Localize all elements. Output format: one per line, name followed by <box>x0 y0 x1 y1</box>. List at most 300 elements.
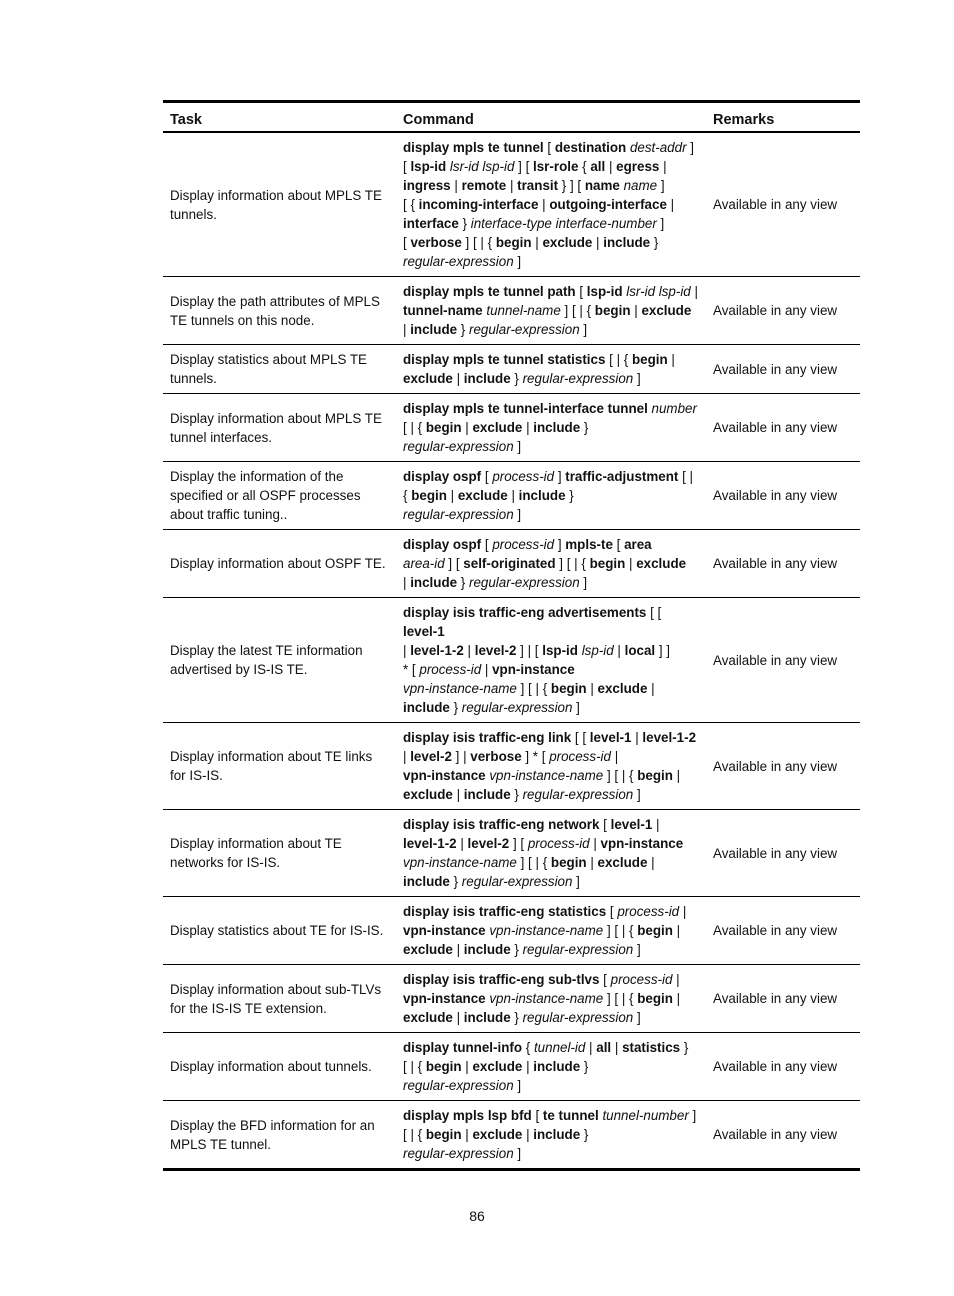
command-syntax: | <box>586 681 598 696</box>
table-row <box>163 897 860 965</box>
command-keyword: transit <box>517 178 559 193</box>
command-keyword: exclude <box>472 1059 523 1074</box>
command-keyword: display tunnel-info <box>403 1040 523 1055</box>
command-syntax: | <box>679 904 687 919</box>
command-keyword: begin <box>550 855 587 870</box>
command-cell <box>396 598 706 723</box>
remarks-cell: Available in any view <box>713 1127 838 1142</box>
command-syntax: } <box>449 700 462 715</box>
command-syntax: ] <box>633 371 641 386</box>
command-syntax: } <box>458 216 471 231</box>
table-body <box>163 132 860 1170</box>
command-table <box>163 100 860 1171</box>
remarks-cell: Available in any view <box>713 652 838 668</box>
command-keyword: verbose <box>470 749 522 764</box>
header-remarks: Remarks <box>713 112 775 128</box>
command-syntax: | <box>531 235 543 250</box>
command-keyword: exclude <box>403 371 453 386</box>
command-keyword: outgoing-interface <box>549 197 667 212</box>
table-row <box>163 530 860 598</box>
command-syntax: ] [ | { <box>603 991 638 1006</box>
command-keyword: lsp-id <box>586 284 623 299</box>
command-syntax: ] [ | { <box>461 235 496 250</box>
command-argument: regular-expression <box>403 439 514 454</box>
command-syntax: ] <box>579 322 588 337</box>
command-syntax: ] <box>657 178 665 193</box>
command-syntax: | <box>589 836 601 851</box>
command-argument: regular-expression <box>522 942 634 957</box>
command-syntax: ] <box>513 1078 522 1093</box>
command-syntax: } <box>510 1010 523 1025</box>
command-syntax: | <box>403 322 411 337</box>
command-syntax: [ <box>599 972 611 987</box>
command-syntax: ] <box>572 700 580 715</box>
task-cell: Display statistics about MPLS TE tunnels. <box>170 352 367 386</box>
command-keyword: exclude <box>472 420 523 435</box>
command-keyword: level-2 <box>410 749 452 764</box>
command-keyword: verbose <box>410 235 462 250</box>
table-row <box>163 345 860 394</box>
command-keyword: exclude <box>597 855 648 870</box>
command-syntax: } <box>510 942 523 957</box>
command-syntax: } <box>565 488 574 503</box>
command-cell <box>396 965 706 1033</box>
task-cell: Display the information of the specified or all OSPF processes about traffic tuning.. <box>170 469 361 522</box>
command-keyword: exclude <box>542 235 593 250</box>
command-argument: process-id <box>549 749 611 764</box>
table-row <box>163 1033 860 1101</box>
command-syntax: | <box>647 681 655 696</box>
task-cell: Display information about tunnels. <box>170 1059 372 1074</box>
command-syntax: ] [ | { <box>603 768 638 783</box>
command-syntax: * [ <box>403 662 420 677</box>
command-syntax: | <box>522 1127 534 1142</box>
command-syntax: ] <box>513 254 522 269</box>
command-keyword: include <box>533 420 581 435</box>
command-keyword: begin <box>550 681 587 696</box>
command-syntax: | <box>672 768 681 783</box>
command-syntax: [ <box>606 904 618 919</box>
command-keyword: incoming-interface <box>418 197 539 212</box>
command-syntax: | <box>585 1040 597 1055</box>
table-row <box>163 598 860 723</box>
command-keyword: begin <box>594 303 631 318</box>
command-argument: number <box>651 401 697 416</box>
command-keyword: begin <box>637 991 673 1006</box>
command-syntax: | <box>690 284 698 299</box>
command-syntax: | <box>667 352 675 367</box>
remarks-cell: Available in any view <box>713 197 838 212</box>
command-syntax: [ [ <box>646 605 662 620</box>
command-syntax: | <box>461 1127 473 1142</box>
command-syntax: | <box>450 178 462 193</box>
command-argument: interface-type interface-number <box>470 216 657 231</box>
command-keyword: begin <box>631 352 668 367</box>
command-cell <box>396 1101 706 1170</box>
command-syntax: } <box>650 235 659 250</box>
command-keyword: include <box>410 575 458 590</box>
command-keyword: exclude <box>597 681 648 696</box>
command-syntax: ] [ | { <box>603 923 638 938</box>
command-keyword: vpn-instance <box>600 836 684 851</box>
command-syntax: } <box>580 420 589 435</box>
command-argument: lsr-id lsp-id <box>449 159 515 174</box>
command-keyword: exclude <box>403 1010 453 1025</box>
command-cell <box>396 723 706 810</box>
remarks-cell: Available in any view <box>713 556 838 571</box>
command-syntax: [ <box>481 469 493 484</box>
remarks-cell: Available in any view <box>713 923 838 938</box>
command-argument: regular-expression <box>461 700 573 715</box>
command-keyword: level-1 <box>589 730 632 745</box>
command-keyword: exclude <box>403 787 453 802</box>
command-cell <box>396 394 706 462</box>
command-keyword: interface <box>403 216 459 231</box>
command-syntax: ] <box>579 575 588 590</box>
command-syntax: } <box>449 874 462 889</box>
command-argument: vpn-instance-name <box>489 991 604 1006</box>
command-keyword: tunnel-name <box>403 303 483 318</box>
command-syntax: } <box>457 322 469 337</box>
command-keyword: statistics <box>622 1040 681 1055</box>
command-argument: regular-expression <box>469 575 580 590</box>
command-syntax: { <box>522 1040 534 1055</box>
command-keyword: vpn-instance <box>403 768 486 783</box>
command-keyword: display isis traffic-eng statistics <box>403 904 607 919</box>
command-keyword: display isis traffic-eng sub-tlvs <box>403 972 600 987</box>
command-keyword: traffic-adjustment <box>565 469 679 484</box>
command-syntax: ] <box>633 787 641 802</box>
command-keyword: display mpls te tunnel statistics <box>403 352 606 367</box>
command-keyword: display isis traffic-eng advertisements <box>403 605 647 620</box>
command-syntax: [ [ <box>571 730 590 745</box>
command-argument: name <box>623 178 658 193</box>
command-syntax: [ | { <box>403 1059 426 1074</box>
header-task: Task <box>170 112 202 128</box>
command-syntax: | <box>446 488 458 503</box>
command-keyword: exclude <box>641 303 692 318</box>
command-syntax: | <box>461 420 473 435</box>
command-keyword: level-1 <box>610 817 653 832</box>
command-syntax: | <box>659 159 667 174</box>
command-syntax: | <box>522 420 534 435</box>
command-keyword: include <box>533 1127 581 1142</box>
command-syntax: [ | { <box>403 1127 426 1142</box>
command-syntax: ] <box>572 874 580 889</box>
command-keyword: level-2 <box>474 643 517 658</box>
command-keyword: display mpls lsp bfd <box>403 1108 532 1123</box>
command-syntax: | <box>625 556 637 571</box>
command-keyword: begin <box>637 768 673 783</box>
command-keyword: include <box>410 322 458 337</box>
command-keyword: destination <box>554 140 627 155</box>
command-syntax: | <box>507 488 519 503</box>
command-keyword: vpn-instance <box>403 923 486 938</box>
table-row <box>163 965 860 1033</box>
command-keyword: begin <box>495 235 532 250</box>
command-keyword: include <box>603 235 651 250</box>
command-syntax: ] * [ <box>521 749 550 764</box>
command-argument: process-id <box>527 836 590 851</box>
command-argument: regular-expression <box>403 1146 514 1161</box>
command-argument: vpn-instance-name <box>489 923 604 938</box>
command-syntax: | <box>538 197 550 212</box>
command-argument: lsr-id lsp-id <box>626 284 691 299</box>
command-syntax: ] ] <box>655 643 671 658</box>
remarks-cell: Available in any view <box>713 361 838 377</box>
command-keyword: display mpls te tunnel path <box>403 284 576 299</box>
command-keyword: vpn-instance <box>492 662 575 677</box>
command-syntax: [ | { <box>403 420 426 435</box>
command-argument: vpn-instance-name <box>403 681 517 696</box>
command-keyword: ingress <box>403 178 451 193</box>
command-syntax: | <box>403 749 411 764</box>
command-keyword: display mpls te tunnel-interface tunnel <box>403 401 648 416</box>
command-keyword: lsp-id <box>410 159 447 174</box>
command-syntax: | <box>630 303 642 318</box>
command-argument: regular-expression <box>403 1078 514 1093</box>
command-cell <box>396 345 706 394</box>
command-keyword: lsr-role <box>533 159 579 174</box>
command-syntax: [ | { <box>605 352 632 367</box>
remarks-cell: Available in any view <box>713 303 838 318</box>
command-argument: regular-expression <box>469 322 580 337</box>
command-syntax: | <box>672 923 681 938</box>
command-syntax: ] <box>633 942 641 957</box>
command-syntax: | <box>652 817 660 832</box>
command-keyword: egress <box>616 159 660 174</box>
command-keyword: display ospf <box>403 469 482 484</box>
command-keyword: exclude <box>457 488 508 503</box>
command-keyword: exclude <box>403 942 453 957</box>
task-cell: Display the BFD information for an MPLS TE tunnel. <box>170 1117 375 1152</box>
command-syntax: ] <box>633 1010 641 1025</box>
command-keyword: remote <box>461 178 507 193</box>
command-syntax: } <box>510 371 523 386</box>
command-keyword: display isis traffic-eng link <box>403 730 572 745</box>
command-keyword: vpn-instance <box>403 991 486 1006</box>
command-keyword: display ospf <box>403 537 482 552</box>
table-row <box>163 1101 860 1170</box>
command-argument: regular-expression <box>522 787 634 802</box>
command-syntax: [ { <box>403 197 419 212</box>
command-syntax: [ <box>403 159 411 174</box>
command-cell <box>396 277 706 345</box>
command-syntax: | <box>452 1010 464 1025</box>
command-syntax: ] [ <box>509 836 528 851</box>
command-syntax: | <box>452 371 464 386</box>
command-syntax: [ <box>543 140 555 155</box>
remarks-cell: Available in any view <box>713 488 838 503</box>
command-argument: tunnel-number <box>602 1108 689 1123</box>
command-cell <box>396 530 706 598</box>
header-command: Command <box>403 112 474 128</box>
command-syntax: | <box>666 197 675 212</box>
command-keyword: mpls-te <box>565 537 613 552</box>
page-number: 86 <box>469 1208 485 1224</box>
command-argument: area-id <box>403 556 445 571</box>
remarks-cell: Available in any view <box>713 420 838 435</box>
command-keyword: begin <box>411 488 447 503</box>
command-syntax: ] <box>513 439 522 454</box>
command-syntax: ] <box>688 1108 697 1123</box>
command-syntax: | <box>672 972 680 987</box>
table-row <box>163 277 860 345</box>
command-syntax: } <box>580 1059 589 1074</box>
command-syntax: ] <box>513 1146 522 1161</box>
command-argument: lsp-id <box>581 643 614 658</box>
command-syntax: [ <box>481 537 493 552</box>
command-keyword: include <box>463 371 511 386</box>
remarks-cell: Available in any view <box>713 845 838 861</box>
command-syntax: [ <box>612 537 625 552</box>
task-cell: Display the path attributes of MPLS TE tunnels on this node. <box>170 293 380 328</box>
command-keyword: lsp-id <box>542 643 578 658</box>
command-syntax: | <box>592 235 604 250</box>
command-syntax: | <box>456 836 468 851</box>
command-cell <box>396 897 706 965</box>
command-keyword: level-1 <box>403 624 445 639</box>
command-syntax: } <box>680 1040 689 1055</box>
command-syntax: | <box>452 942 464 957</box>
task-cell: Display information about OSPF TE. <box>170 556 386 571</box>
table-row <box>163 132 860 277</box>
command-syntax: } <box>510 787 523 802</box>
command-syntax: ] <box>656 216 665 231</box>
command-syntax: ] [ | { <box>555 556 590 571</box>
command-keyword: level-1-2 <box>403 836 457 851</box>
command-syntax: ] <box>686 140 694 155</box>
command-keyword: include <box>403 700 450 715</box>
command-syntax: [ | <box>678 469 693 484</box>
command-argument: regular-expression <box>461 874 573 889</box>
table-row <box>163 723 860 810</box>
command-syntax: | <box>481 662 493 677</box>
command-syntax: } ] [ <box>558 178 585 193</box>
command-argument: regular-expression <box>403 254 514 269</box>
remarks-cell: Available in any view <box>713 1059 838 1074</box>
command-syntax: [ <box>531 1108 543 1123</box>
command-argument: process-id <box>617 904 680 919</box>
command-argument: process-id <box>610 972 673 987</box>
command-syntax: { <box>403 488 412 503</box>
command-keyword: self-originated <box>463 556 556 571</box>
command-syntax: | <box>611 1040 623 1055</box>
table-row <box>163 394 860 462</box>
command-cell <box>396 132 706 277</box>
command-syntax: | <box>522 1059 534 1074</box>
command-syntax: ] | <box>451 749 471 764</box>
command-syntax: | <box>506 178 518 193</box>
command-argument: vpn-instance-name <box>403 855 517 870</box>
command-syntax: | <box>631 730 643 745</box>
command-cell <box>396 810 706 897</box>
command-keyword: display mpls te tunnel <box>403 140 544 155</box>
command-argument: regular-expression <box>522 371 634 386</box>
command-keyword: begin <box>425 420 462 435</box>
command-keyword: level-1-2 <box>642 730 697 745</box>
command-keyword: include <box>533 1059 581 1074</box>
remarks-cell: Available in any view <box>713 991 838 1006</box>
command-syntax: ] [ | { <box>516 681 551 696</box>
command-keyword: include <box>463 942 511 957</box>
task-cell: Display statistics about TE for IS-IS. <box>170 923 384 938</box>
command-syntax: [ <box>575 284 587 299</box>
command-keyword: begin <box>589 556 626 571</box>
command-keyword: include <box>463 1010 511 1025</box>
command-argument: process-id <box>492 537 555 552</box>
table-row <box>163 462 860 530</box>
command-keyword: area <box>624 537 652 552</box>
command-argument: process-id <box>419 662 482 677</box>
command-syntax: ] [ | { <box>560 303 595 318</box>
table-header-row <box>163 102 860 133</box>
command-syntax: | <box>461 1059 473 1074</box>
command-syntax: [ <box>403 235 411 250</box>
command-keyword: all <box>596 1040 612 1055</box>
command-keyword: exclude <box>472 1127 523 1142</box>
command-syntax: | <box>647 855 655 870</box>
remarks-cell: Available in any view <box>713 758 838 774</box>
task-cell: Display the latest TE information advertised by IS-IS TE. <box>170 643 363 677</box>
command-syntax: ] [ <box>444 556 464 571</box>
command-syntax: ] [ <box>514 159 534 174</box>
command-keyword: include <box>518 488 566 503</box>
command-argument: process-id <box>492 469 555 484</box>
command-keyword: begin <box>425 1059 462 1074</box>
command-syntax: | <box>605 159 617 174</box>
command-keyword: name <box>584 178 620 193</box>
command-keyword: include <box>463 787 511 802</box>
command-keyword: level-1-2 <box>410 643 464 658</box>
command-syntax: | <box>672 991 681 1006</box>
command-cell <box>396 462 706 530</box>
command-syntax: | <box>586 855 598 870</box>
task-cell: Display information about TE networks for IS-IS. <box>170 836 342 870</box>
task-cell: Display information about TE links for IS-IS. <box>170 749 373 783</box>
command-syntax: { <box>578 159 591 174</box>
command-syntax: } <box>580 1127 589 1142</box>
command-keyword: include <box>403 874 450 889</box>
command-syntax: | <box>452 787 464 802</box>
command-argument: regular-expression <box>403 507 514 522</box>
command-syntax: | <box>610 749 619 764</box>
command-argument: regular-expression <box>522 1010 634 1025</box>
command-keyword: begin <box>637 923 673 938</box>
command-syntax: ] | [ <box>516 643 543 658</box>
command-syntax: ] <box>554 537 566 552</box>
command-syntax: ] <box>513 507 522 522</box>
command-syntax: | <box>463 643 475 658</box>
command-argument: vpn-instance-name <box>489 768 604 783</box>
command-cell <box>396 1033 706 1101</box>
command-syntax: | <box>403 643 411 658</box>
command-keyword: all <box>590 159 606 174</box>
table-row <box>163 810 860 897</box>
task-cell: Display information about MPLS TE tunnels. <box>170 187 382 222</box>
command-syntax: | <box>403 575 411 590</box>
command-syntax: ] [ | { <box>516 855 551 870</box>
task-cell: Display information about sub-TLVs for the IS-IS TE extension. <box>170 981 382 1016</box>
command-argument: dest-addr <box>629 140 687 155</box>
command-keyword: display isis traffic-eng network <box>403 817 600 832</box>
command-syntax: | <box>613 643 625 658</box>
command-syntax: [ <box>599 817 611 832</box>
command-syntax: } <box>457 575 469 590</box>
command-keyword: level-2 <box>467 836 510 851</box>
command-keyword: begin <box>425 1127 462 1142</box>
command-argument: tunnel-name <box>486 303 561 318</box>
